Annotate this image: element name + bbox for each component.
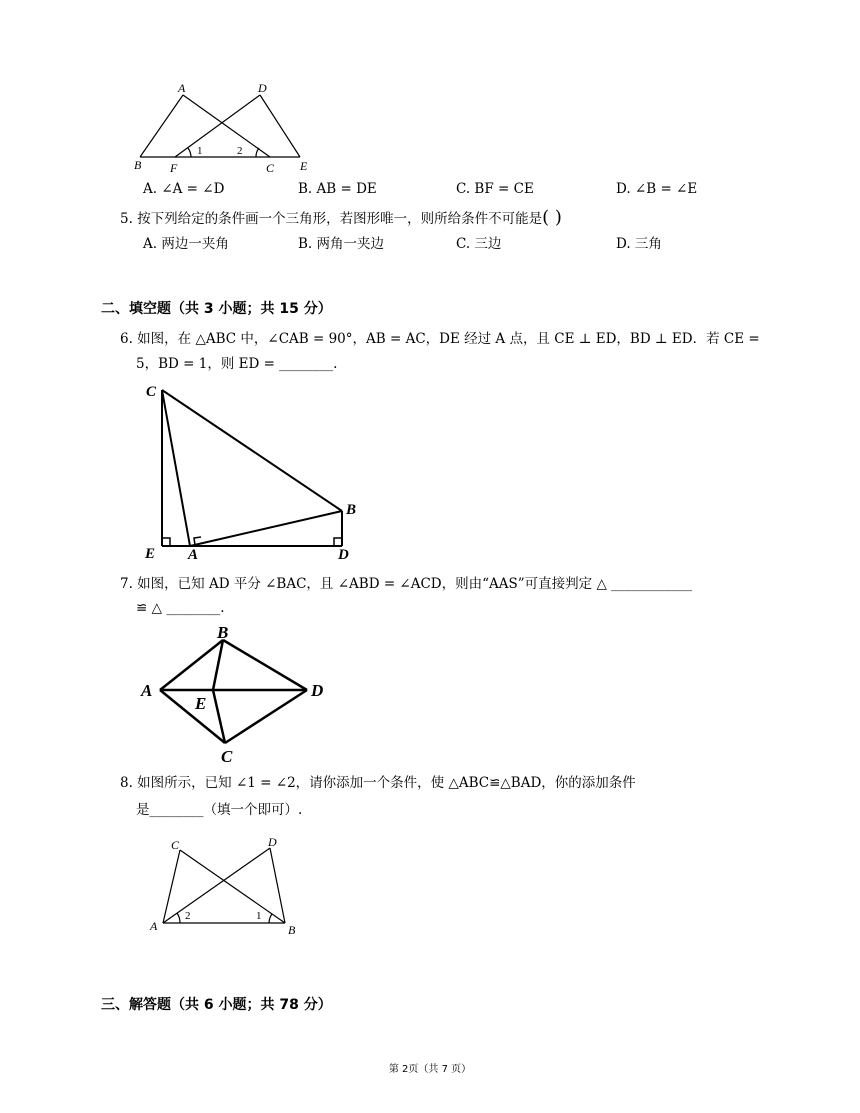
label-c: C xyxy=(221,747,233,766)
label-e: E xyxy=(300,159,308,173)
q5-option-d: D. 三角 xyxy=(616,236,662,252)
label-e: E xyxy=(195,694,207,713)
q7-line2: ≌ △ ________. xyxy=(136,600,225,616)
q6-line2: 5，BD = 1，则 ED = ________. xyxy=(136,356,338,372)
line-cd xyxy=(225,690,307,743)
label-d: D xyxy=(268,835,277,849)
q8-figure xyxy=(145,830,315,940)
q8-line1: 8. 如图所示，已知 ∠1 = ∠2，请你添加一个条件，使 △ABC≌△BAD，你的添加条件 xyxy=(120,775,636,791)
q4-option-a: A. ∠A = ∠D xyxy=(143,181,225,197)
line-bd xyxy=(223,640,307,690)
label-a: A xyxy=(178,81,186,95)
q5-option-c: C. 三边 xyxy=(456,236,502,252)
q7-figure xyxy=(135,618,335,768)
page-footer: 第 2页（共 7 页） xyxy=(388,1064,472,1075)
line-de xyxy=(260,95,300,157)
line-ca xyxy=(162,390,190,546)
line-ab xyxy=(140,95,183,157)
label-a: A xyxy=(141,681,153,700)
label-b: B xyxy=(346,502,357,518)
label-a: A xyxy=(150,919,158,933)
q5-stem xyxy=(120,208,562,229)
label-d: D xyxy=(311,681,324,700)
line-fd xyxy=(175,95,260,157)
q6-line1: 6. 如图，在 △ABC 中，∠CAB = 90°，AB = AC，DE 经过 A 点，且 CE ⊥ ED，BD ⊥ ED．若 CE = xyxy=(120,331,760,347)
q7-line1: 7. 如图，已知 AD 平分 ∠BAC，且 ∠ABD = ∠ACD，则由“AAS”可直接判定 △ ____________ xyxy=(120,576,693,592)
label-angle-2: 2 xyxy=(185,910,191,922)
q8-line2: 是________（填一个即可）. xyxy=(136,802,303,818)
line-ab xyxy=(190,511,342,546)
label-d: D xyxy=(258,81,267,95)
q4-option-c: C. BF = CE xyxy=(456,181,534,197)
label-b: B xyxy=(134,158,142,172)
label-b: B xyxy=(217,623,229,642)
right-angle-d xyxy=(334,538,342,546)
q5-option-b: B. 两角一夹边 xyxy=(298,236,385,252)
q5-option-a: A. 两边一夹角 xyxy=(143,236,229,252)
label-d: D xyxy=(338,547,349,563)
section3-title: 三、解答题（共 6 小题；共 78 分） xyxy=(101,997,332,1013)
angle-2-arc xyxy=(177,913,180,923)
right-angle-e xyxy=(162,538,170,546)
label-angle-1: 1 xyxy=(197,145,203,157)
label-e: E xyxy=(145,546,156,562)
label-a: A xyxy=(188,547,199,563)
q4-figure xyxy=(125,75,325,180)
q6-figure xyxy=(140,378,365,563)
line-db xyxy=(270,848,285,923)
q5-stem-text: 5. 按下列给定的条件画一个三角形，若图形唯一，则所给条件不可能是 xyxy=(120,211,543,227)
angle-1-arc xyxy=(188,148,191,157)
q4-option-b: B. AB = DE xyxy=(298,181,377,197)
line-ad xyxy=(163,848,270,923)
label-angle-1: 1 xyxy=(256,910,262,922)
label-c: C xyxy=(171,838,180,852)
q5-answer-paren: ( ) xyxy=(542,207,562,228)
label-c: C xyxy=(266,161,275,175)
section2-title: 二、填空题（共 3 小题；共 15 分） xyxy=(101,301,332,317)
q4-option-d: D. ∠B = ∠E xyxy=(616,181,698,197)
line-ac xyxy=(163,850,180,923)
line-cb xyxy=(180,850,285,923)
label-b: B xyxy=(288,923,296,937)
angle-2-arc xyxy=(256,148,259,157)
angle-1-arc xyxy=(269,914,272,923)
label-f: F xyxy=(170,161,178,175)
label-angle-2: 2 xyxy=(237,145,243,157)
label-c: C xyxy=(146,384,157,400)
line-cb xyxy=(162,390,342,511)
